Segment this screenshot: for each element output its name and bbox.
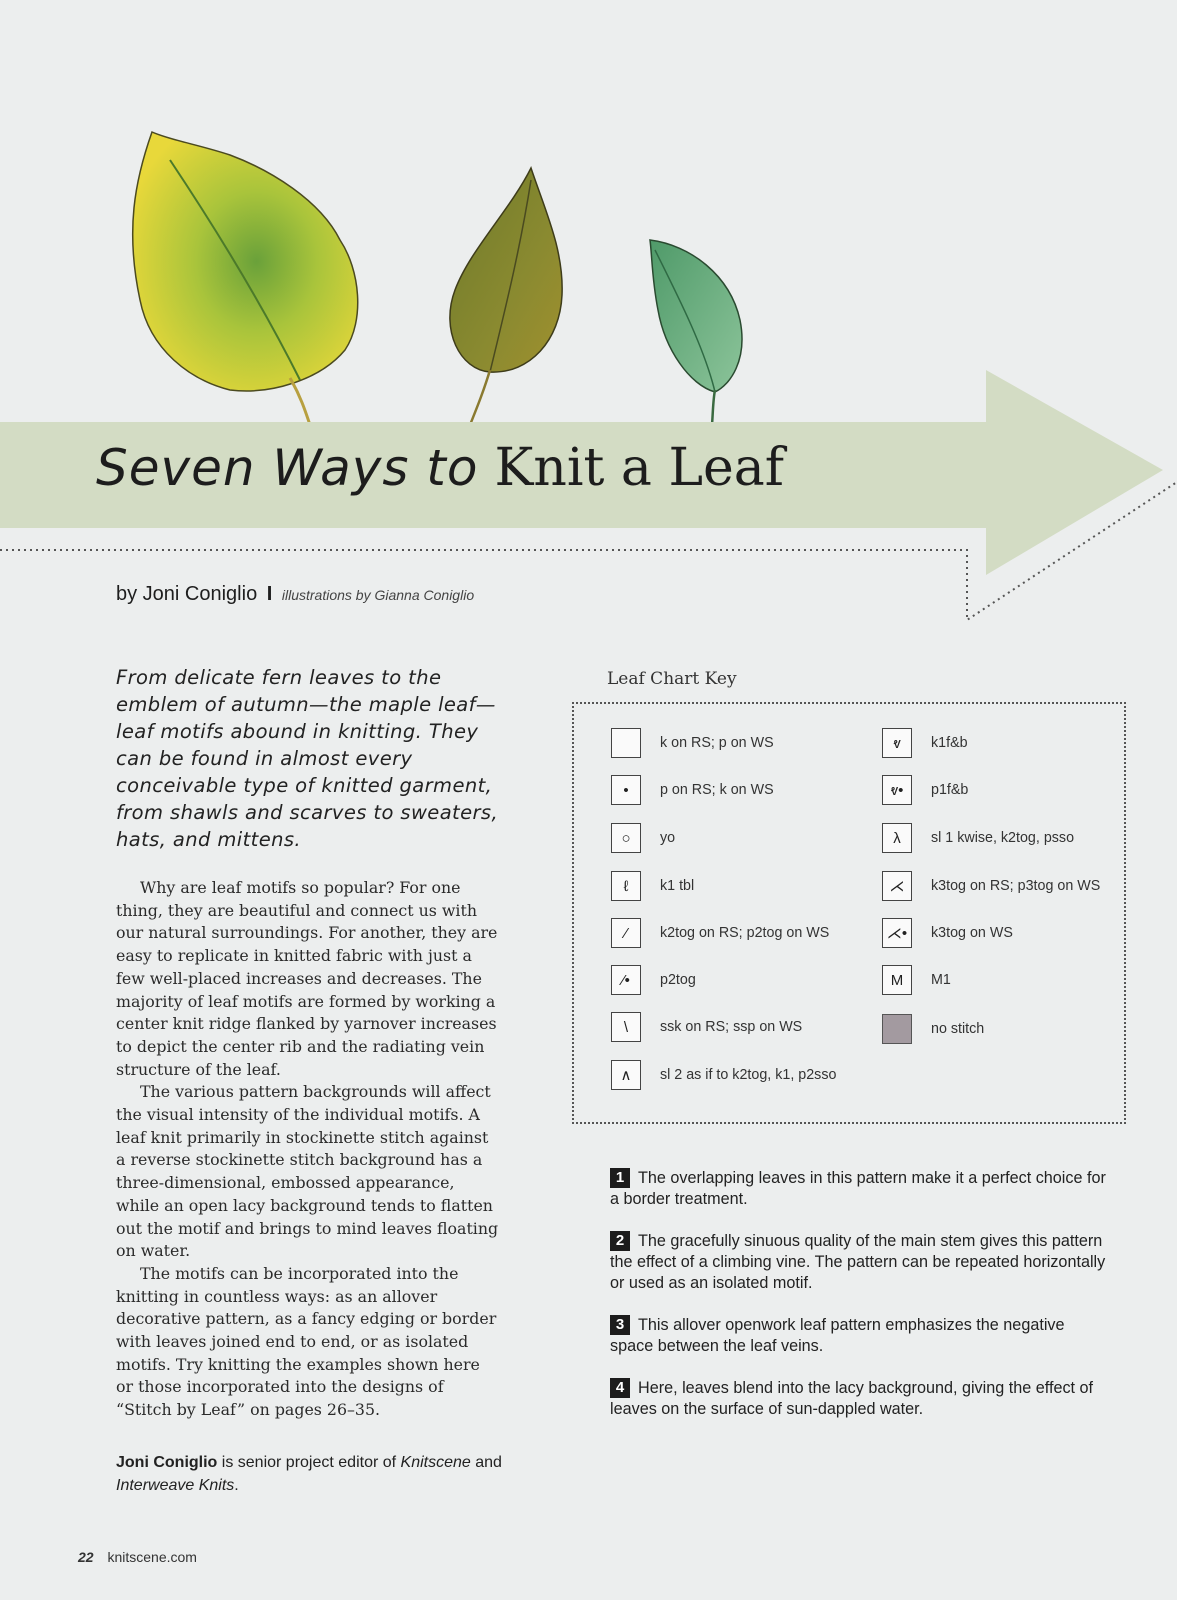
pattern-note <box>610 1231 1110 1294</box>
key-item <box>611 775 774 805</box>
key-label: ssk on RS; ssp on WS <box>660 1019 803 1035</box>
stitch-symbol-icon <box>611 728 641 758</box>
lede-paragraph: From delicate fern leaves to the emblem of autumn—the maple leaf—leaf motifs abound in knitting. They can be found in almost every conceivable type of knitted garment, from shawls and scarves to sweaters, hats, and mittens. <box>116 666 499 851</box>
key-item <box>611 1060 836 1090</box>
key-label: yo <box>660 830 676 846</box>
key-item <box>882 823 1074 853</box>
body-paragraph: The various pattern backgrounds will affect the visual intensity of the individual motifs. A leaf knit primarily in stockinette stitch against a reverse stockinette stitch background has a three-dimensional, embossed appearance, while an open lacy background tends to flatten out the motif and brings to mind leaves floating on water. <box>116 1082 499 1261</box>
page-number: 22 <box>78 1549 94 1565</box>
stitch-symbol-icon: ⋌ <box>882 871 912 901</box>
key-item <box>882 918 1013 948</box>
key-item <box>882 775 968 805</box>
stitch-symbol-icon: ⱴ• <box>882 775 912 805</box>
body-paragraph: The motifs can be incorporated into the knitting in countless ways: as an allover decorative pattern, as a fancy edging or border with leaves joined end to end, or as isolated motifs. Try knitting the examples shown here or those incorporated into the designs of “Stitch by Leaf” on pages 26–35. <box>116 1263 497 1420</box>
note-number-badge: 2 <box>610 1231 630 1251</box>
key-item <box>611 918 829 948</box>
key-label: p2tog <box>660 972 696 988</box>
key-label: sl 1 kwise, k2tog, psso <box>931 830 1075 846</box>
title-script-part: Seven Ways to <box>96 439 479 497</box>
note-text: The gracefully sinuous quality of the main stem gives this pattern the effect of a climbing vine. The pattern can be repeated horizontally or used as an isolated motif. <box>610 1232 1106 1292</box>
author-bio <box>116 1451 516 1497</box>
note-text: This allover openwork leaf pattern emphasizes the negative space between the leaf veins. <box>610 1316 1065 1355</box>
key-item <box>882 728 968 758</box>
key-label: M1 <box>931 972 951 988</box>
key-label: k1f&b <box>931 735 968 751</box>
key-item <box>611 965 696 995</box>
pattern-note <box>610 1315 1110 1357</box>
article-title <box>96 438 784 498</box>
pattern-notes <box>610 1168 1110 1441</box>
note-number-badge: 3 <box>610 1315 630 1335</box>
bio-text: . <box>234 1477 239 1494</box>
note-number-badge: 1 <box>610 1168 630 1188</box>
stitch-symbol-icon: ⁄ <box>611 918 641 948</box>
website-link[interactable]: knitscene.com <box>107 1549 197 1565</box>
byline-separator: I <box>266 583 273 605</box>
key-item <box>882 965 951 995</box>
stitch-symbol-icon: \ <box>611 1012 641 1042</box>
bio-text: and <box>470 1454 502 1471</box>
stitch-symbol-icon: ⋌• <box>882 918 912 948</box>
key-item <box>611 1012 802 1042</box>
pattern-note <box>610 1168 1110 1210</box>
stitch-symbol-icon: λ <box>882 823 912 853</box>
key-item <box>882 1014 984 1044</box>
key-label: p on RS; k on WS <box>660 782 774 798</box>
stitch-symbol-icon: ∧ <box>611 1060 641 1090</box>
key-label: k on RS; p on WS <box>660 735 774 751</box>
pattern-note <box>610 1378 1110 1420</box>
stitch-symbol-icon: ℓ <box>611 871 641 901</box>
key-label: sl 2 as if to k2tog, k1, p2sso <box>660 1067 837 1083</box>
key-item <box>882 871 1100 901</box>
key-item <box>611 871 694 901</box>
note-text: The overlapping leaves in this pattern make it a perfect choice for a border treatment. <box>610 1169 1106 1208</box>
bio-magazine: Interweave Knits <box>116 1477 235 1494</box>
author-credit: by Joni Coniglio <box>116 583 258 605</box>
key-label: k3tog on RS; p3tog on WS <box>931 878 1101 894</box>
key-label: p1f&b <box>931 782 969 798</box>
chart-key-title: Leaf Chart Key <box>607 669 737 689</box>
body-text <box>116 877 501 1422</box>
key-label: k2tog on RS; p2tog on WS <box>660 925 830 941</box>
stitch-symbol-icon: ⱴ <box>882 728 912 758</box>
stitch-symbol-icon: M <box>882 965 912 995</box>
key-label: no stitch <box>931 1021 985 1037</box>
stitch-symbol-icon: ⁄• <box>611 965 641 995</box>
key-label: k1 tbl <box>660 878 695 894</box>
note-text: Here, leaves blend into the lacy background, giving the effect of leaves on the surface of sun-dappled water. <box>610 1379 1094 1418</box>
bio-magazine: Knitscene <box>400 1454 471 1471</box>
no-stitch-swatch-icon <box>882 1014 912 1044</box>
key-label: k3tog on WS <box>931 925 1013 941</box>
byline <box>116 583 474 606</box>
key-item <box>611 728 774 758</box>
bio-name: Joni Coniglio <box>116 1454 218 1471</box>
illustrator-credit: illustrations by Gianna Coniglio <box>281 587 475 603</box>
stitch-symbol-icon: • <box>611 775 641 805</box>
stitch-symbol-icon: ○ <box>611 823 641 853</box>
page-footer <box>78 1549 197 1565</box>
note-number-badge: 4 <box>610 1378 630 1398</box>
key-item <box>611 823 675 853</box>
bio-text: is senior project editor of <box>217 1454 401 1471</box>
title-serif-part: Knit a Leaf <box>494 438 784 498</box>
body-paragraph: Why are leaf motifs so popular? For one thing, they are beautiful and connect us with our natural surroundings. For another, they are easy to replicate in knitted fabric with just a few well-placed increases and decreases. The majority of leaf motifs are formed by working a center knit ridge flanked by yarnover increases to depict the center rib and the radiating vein structure of the leaf. <box>116 878 498 1079</box>
